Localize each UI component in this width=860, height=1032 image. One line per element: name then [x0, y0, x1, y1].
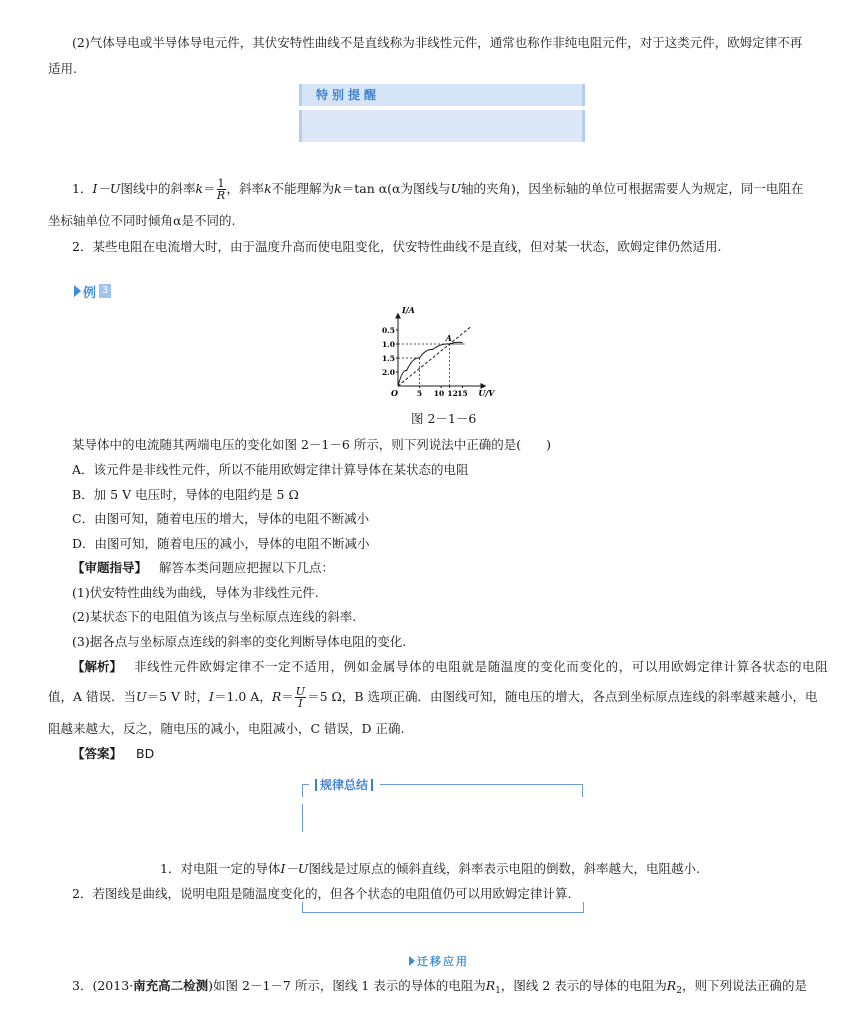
- frame-bottom: [302, 902, 584, 913]
- option-b: B．加 5 V 电压时，导体的电阻约是 5 Ω: [72, 487, 299, 502]
- rule-title: 规律总结: [312, 776, 376, 793]
- note-1-fraction: [217, 178, 226, 201]
- q3-r2-sub: 2: [676, 986, 682, 996]
- note-1-k2: k: [264, 181, 272, 196]
- x-tick-label: 5: [416, 389, 423, 398]
- note-1-text-c: 不能理解为: [271, 181, 335, 196]
- guide-heading: [72, 559, 334, 577]
- q3-r2: R: [666, 978, 677, 993]
- option-c: C．由图可知，随着电压的增大，导体的电阻不断减小: [72, 511, 370, 526]
- y-tick-label: 2.0: [381, 368, 395, 377]
- analysis-u: U: [136, 689, 147, 704]
- guide-point-2: (2)某状态下的电阻值为该点与坐标原点连线的斜率.: [72, 609, 357, 624]
- x-tick-label: 15: [457, 389, 468, 398]
- guide-intro: 解答本类问题应把握以下几点：: [159, 560, 335, 575]
- analysis-title: 【解析】: [72, 659, 123, 674]
- origin-label: O: [391, 388, 398, 398]
- answer-title: 【答案】: [72, 746, 123, 761]
- option-d: D．由图可知，随着电压的减小，导体的电阻不断减小: [72, 536, 370, 551]
- note-1-text-d: ＝tan α(α为图线与: [341, 181, 451, 196]
- series-line-1: [398, 342, 463, 386]
- guide-point-3: (3)据各点与坐标原点连线的斜率的变化判断导体电阻的变化.: [72, 634, 407, 649]
- y-tick-label: 1.0: [381, 340, 395, 349]
- note-1-text-a: 图线中的斜率: [120, 181, 196, 196]
- note-1-u: U: [450, 181, 462, 196]
- rule-1-text-a: 1．对电阻一定的导体: [160, 861, 281, 876]
- tip-title: 特别提醒: [316, 88, 381, 102]
- analysis-text-2e: ＝5 Ω，B 选项正确．由图线可知，随电压的增大，各点到坐标原点连线的斜率越来越小，电: [307, 689, 818, 704]
- note-1-k: k: [195, 181, 204, 196]
- application-title: 迁移应用: [417, 955, 469, 968]
- q3-text-e: ，则下列说法正确的是: [681, 978, 807, 993]
- rule-1-iu: I－U: [280, 861, 309, 876]
- series-line-2: [398, 327, 471, 387]
- note-1-k3: k: [334, 181, 342, 196]
- rule-1-text-c: 图线是过原点的倾斜直线，斜率表示电阻的倒数，斜率越大，电阻越小.: [308, 861, 700, 876]
- fraction-denominator: R: [216, 189, 226, 202]
- analysis-text-2c: ＝1.0 A，: [213, 689, 272, 704]
- note-1-line-2: 坐标轴单位不同时倾角α是不同的.: [48, 213, 236, 228]
- figure-caption: 图 2－1－6: [411, 411, 477, 426]
- x-tick-label: 10: [433, 389, 445, 398]
- q3-r1-sub: 1: [495, 986, 501, 996]
- q3-text-c: )如图 2－1－7 所示，图线 1 表示的导体的电阻为: [208, 978, 486, 993]
- example-number: 3: [99, 284, 111, 298]
- y-tick-label: 1.5: [381, 354, 395, 363]
- analysis-text-1: 非线性元件欧姆定律不一定不适用，例如金属导体的电阻就是随温度的变化而变化的，可以用欧姆定律计算各状态的电阻: [134, 659, 829, 674]
- analysis-text-2a: 值，A 错误．当: [48, 689, 137, 704]
- guide-point-1: (1)伏安特性曲线为曲线，导体为非线性元件.: [72, 585, 319, 600]
- rule-point-1: [160, 860, 700, 878]
- analysis-line-1: [72, 658, 828, 676]
- rule-point-2: 2．若图线是曲线，说明电阻是随温度变化的，但各个状态的电阻值仍可以用欧姆定律计算.: [72, 886, 572, 901]
- fraction-numerator: 1: [217, 177, 225, 190]
- example-badge: [74, 283, 114, 299]
- analysis-i: I: [209, 689, 214, 704]
- analysis-fraction: [295, 686, 306, 709]
- tip-body: [299, 110, 585, 142]
- example-label: 例: [83, 286, 97, 301]
- q3-text-d: ，图线 2 表示的导体的电阻为: [500, 978, 667, 993]
- para-line-1: (2)气体导电或半导体导电元件，其伏安特性曲线不是直线称为非线性元件，通常也称作非纯电阻元件，对于这类元件，欧姆定律不再: [72, 35, 803, 50]
- x-axis-label: U/V: [478, 388, 495, 398]
- note-2: 2．某些电阻在电流增大时，由于温度升高而使电阻变化，伏安特性曲线不是直线，但对某一状态，欧姆定律仍然适用.: [72, 239, 722, 254]
- q3-r1: R: [485, 978, 496, 993]
- q3-text-a: 3．(2013·: [72, 978, 134, 993]
- frame-left-bar: [302, 804, 303, 832]
- q3-source: 南充高二检测: [133, 978, 209, 993]
- note-1-index: 1．: [72, 181, 93, 196]
- fraction-denominator: I: [298, 697, 303, 710]
- point-a-label: A: [445, 333, 452, 343]
- triangle-icon: [409, 956, 415, 966]
- analysis-r: R: [271, 689, 282, 704]
- answer-line: [72, 745, 154, 763]
- para-line-2: 适用.: [48, 61, 77, 76]
- note-1-iu: I－U: [92, 181, 121, 196]
- iu-graph: [370, 304, 510, 404]
- y-axis-label: I/A: [402, 305, 415, 315]
- question-stem: 某导体中的电流随其两端电压的变化如图 2－1－6 所示，则下列说法中正确的是( ): [72, 437, 552, 452]
- y-tick-label: 0.5: [381, 326, 395, 335]
- note-1-text-e: 轴的夹角)，因坐标轴的单位可根据需要人为规定，同一电阻在: [461, 181, 804, 196]
- analysis-line-3: 阻越来越大，反之，随电压的减小，电阻减小，C 错误，D 正确.: [48, 721, 405, 736]
- option-a: A．该元件是非线性元件，所以不能用欧姆定律计算导体在某状态的电阻: [72, 462, 469, 477]
- fraction-numerator: U: [295, 685, 306, 698]
- guide-title: 【审题指导】: [72, 560, 148, 575]
- analysis-text-2b: ＝5 V 时，: [146, 689, 209, 704]
- note-1-text-b: ，斜率: [226, 181, 265, 196]
- note-1-line-1: [72, 176, 803, 202]
- tip-header: [299, 84, 585, 106]
- answer-value: BD: [136, 746, 155, 761]
- analysis-line-2: [48, 684, 818, 710]
- note-1-eq: ＝: [203, 181, 216, 196]
- frame-corner-left: [302, 784, 309, 797]
- triangle-icon: [74, 285, 81, 297]
- question-3-line: [72, 977, 807, 1000]
- frame-corner-right: [380, 784, 583, 797]
- analysis-eq: ＝: [281, 689, 294, 704]
- x-tick-label: 12: [447, 389, 458, 398]
